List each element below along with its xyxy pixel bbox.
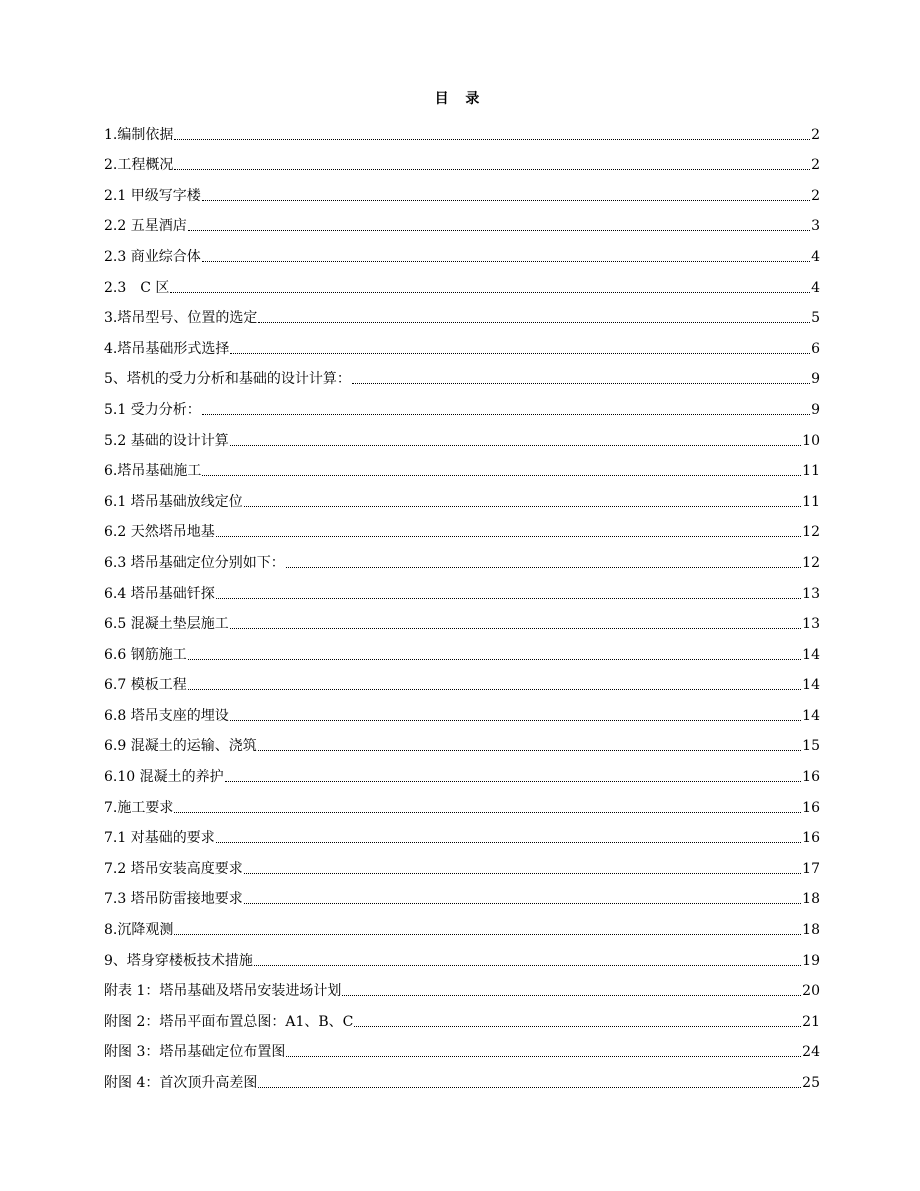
- toc-entry-label: 2.3 C 区: [104, 279, 170, 296]
- toc-entry[interactable]: [104, 1060, 820, 1091]
- toc-entry[interactable]: [104, 540, 820, 571]
- toc-dot-leader: [244, 872, 801, 874]
- toc-dot-leader: [174, 811, 801, 813]
- toc-entry[interactable]: [104, 265, 820, 296]
- toc-entry-label: 7.施工要求: [104, 799, 174, 816]
- toc-entry-page-number: 16: [802, 799, 820, 816]
- toc-entry-label: 6.6 钢筋施工: [104, 646, 187, 663]
- toc-dot-leader: [174, 168, 810, 170]
- toc-entry-page-number: 12: [802, 554, 820, 571]
- toc-entry[interactable]: [104, 907, 820, 938]
- toc-dot-leader: [342, 994, 801, 996]
- toc-entry-label: 7.1 对基础的要求: [104, 830, 215, 847]
- toc-entry[interactable]: [104, 877, 820, 908]
- toc-entry-page-number: 2: [811, 187, 820, 204]
- table-of-contents: [104, 112, 820, 1091]
- toc-dot-leader: [174, 138, 810, 140]
- toc-entry[interactable]: [104, 296, 820, 327]
- toc-dot-leader: [258, 321, 810, 323]
- toc-entry-page-number: 20: [802, 983, 820, 1000]
- toc-entry-page-number: 12: [802, 524, 820, 541]
- toc-entry[interactable]: [104, 938, 820, 969]
- toc-entry[interactable]: [104, 143, 820, 174]
- toc-entry-page-number: 5: [811, 310, 820, 327]
- toc-entry[interactable]: [104, 816, 820, 847]
- toc-dot-leader: [244, 902, 801, 904]
- toc-entry-label: 附图 4：首次顶升高差图: [104, 1075, 258, 1091]
- toc-entry-page-number: 11: [802, 493, 820, 510]
- toc-dot-leader: [216, 841, 801, 843]
- toc-entry-label: 3.塔吊型号、位置的选定: [104, 310, 258, 327]
- toc-entry-page-number: 14: [802, 677, 820, 694]
- toc-entry-page-number: 14: [802, 707, 820, 724]
- toc-dot-leader: [230, 627, 801, 629]
- toc-dot-leader: [174, 933, 801, 935]
- toc-entry[interactable]: [104, 112, 820, 143]
- toc-entry-page-number: 6: [811, 340, 820, 357]
- toc-entry-page-number: 18: [802, 891, 820, 908]
- toc-dot-leader: [225, 780, 802, 782]
- toc-entry[interactable]: [104, 234, 820, 265]
- toc-dot-leader: [188, 658, 801, 660]
- toc-entry-label: 2.3 商业综合体: [104, 248, 201, 265]
- toc-entry[interactable]: [104, 357, 820, 388]
- toc-entry-page-number: 13: [802, 585, 820, 602]
- toc-entry-page-number: 24: [802, 1044, 820, 1061]
- toc-entry-page-number: 18: [802, 922, 820, 939]
- toc-entry-label: 6.9 混凝土的运输、浇筑: [104, 738, 257, 755]
- toc-entry[interactable]: [104, 387, 820, 418]
- toc-entry[interactable]: [104, 1030, 820, 1061]
- toc-entry-label: 4.塔吊基础形式选择: [104, 340, 230, 357]
- toc-entry-page-number: 9: [811, 401, 820, 418]
- toc-entry-label: 附表 1：塔吊基础及塔吊安装进场计划: [104, 983, 342, 1000]
- toc-entry[interactable]: [104, 173, 820, 204]
- toc-entry-page-number: 9: [811, 371, 820, 388]
- toc-entry-label: 6.2 天然塔吊地基: [104, 524, 215, 541]
- toc-title: 目 录: [434, 91, 486, 107]
- toc-entry-label: 7.2 塔吊安装高度要求: [104, 860, 243, 877]
- toc-entry-label: 1.编制依据: [104, 126, 174, 143]
- toc-entry[interactable]: [104, 479, 820, 510]
- toc-entry-label: 6.塔吊基础施工: [104, 463, 202, 480]
- toc-dot-leader: [202, 474, 801, 476]
- toc-entry[interactable]: [104, 663, 820, 694]
- toc-entry-label: 9、塔身穿楼板技术措施: [104, 952, 253, 969]
- toc-dot-leader: [254, 964, 801, 966]
- toc-dot-leader: [286, 1055, 801, 1057]
- toc-entry-label: 2.工程概况: [104, 157, 174, 174]
- toc-dot-leader: [202, 413, 810, 415]
- toc-entry-page-number: 3: [811, 218, 820, 235]
- toc-entry-label: 6.1 塔吊基础放线定位: [104, 493, 243, 510]
- toc-entry[interactable]: [104, 969, 820, 1000]
- toc-entry[interactable]: [104, 204, 820, 235]
- toc-entry-page-number: 10: [802, 432, 820, 449]
- toc-entry-label: 6.10 混凝土的养护: [104, 769, 224, 786]
- toc-entry[interactable]: [104, 571, 820, 602]
- toc-entry-label: 6.4 塔吊基础钎探: [104, 585, 215, 602]
- toc-dot-leader: [230, 352, 810, 354]
- toc-entry[interactable]: [104, 510, 820, 541]
- toc-entry[interactable]: [104, 754, 820, 785]
- toc-entry-page-number: 19: [802, 952, 820, 969]
- toc-entry-page-number: 15: [802, 738, 820, 755]
- toc-entry-page-number: 25: [802, 1075, 820, 1091]
- toc-entry-label: 6.5 混凝土垫层施工: [104, 616, 229, 633]
- toc-entry-page-number: 4: [811, 279, 820, 296]
- toc-entry[interactable]: [104, 602, 820, 633]
- toc-dot-leader: [230, 444, 801, 446]
- toc-dot-leader: [202, 260, 810, 262]
- toc-dot-leader: [216, 597, 801, 599]
- toc-entry-page-number: 2: [811, 157, 820, 174]
- toc-entry[interactable]: [104, 632, 820, 663]
- toc-entry[interactable]: [104, 449, 820, 480]
- toc-entry-page-number: 2: [811, 126, 820, 143]
- toc-entry-label: 5.1 受力分析：: [104, 401, 201, 418]
- toc-entry-page-number: 14: [802, 646, 820, 663]
- toc-entry[interactable]: [104, 326, 820, 357]
- toc-entry-label: 附图 2：塔吊平面布置总图：A1、B、C: [104, 1013, 354, 1030]
- toc-entry-label: 6.7 模板工程: [104, 677, 187, 694]
- toc-dot-leader: [216, 535, 801, 537]
- toc-entry-label: 6.8 塔吊支座的埋设: [104, 707, 229, 724]
- toc-dot-leader: [258, 1086, 801, 1088]
- toc-entry-label: 2.1 甲级写字楼: [104, 187, 201, 204]
- toc-dot-leader: [170, 291, 810, 293]
- toc-entry-page-number: 21: [802, 1013, 820, 1030]
- toc-entry-label: 6.3 塔吊基础定位分别如下：: [104, 554, 285, 571]
- toc-entry[interactable]: [104, 785, 820, 816]
- toc-entry-label: 附图 3：塔吊基础定位布置图: [104, 1044, 286, 1061]
- toc-entry[interactable]: [104, 846, 820, 877]
- toc-entry-page-number: 16: [802, 830, 820, 847]
- toc-entry[interactable]: [104, 999, 820, 1030]
- toc-dot-leader: [258, 749, 801, 751]
- toc-dot-leader: [230, 719, 801, 721]
- toc-entry[interactable]: [104, 418, 820, 449]
- toc-dot-leader: [244, 505, 801, 507]
- toc-dot-leader: [188, 688, 801, 690]
- toc-entry-page-number: 13: [802, 616, 820, 633]
- toc-dot-leader: [352, 382, 810, 384]
- toc-dot-leader: [354, 1025, 801, 1027]
- toc-entry-page-number: 16: [802, 769, 820, 786]
- toc-entry[interactable]: [104, 693, 820, 724]
- toc-entry-page-number: 17: [802, 860, 820, 877]
- toc-entry-label: 2.2 五星酒店: [104, 218, 187, 235]
- toc-entry-label: 8.沉降观测: [104, 922, 174, 939]
- toc-entry-page-number: 11: [802, 463, 820, 480]
- toc-dot-leader: [286, 566, 801, 568]
- toc-dot-leader: [202, 199, 810, 201]
- toc-dot-leader: [188, 229, 810, 231]
- toc-entry-label: 5.2 基础的设计计算: [104, 432, 229, 449]
- toc-entry-label: 5、塔机的受力分析和基础的设计计算：: [104, 371, 351, 388]
- toc-entry-page-number: 4: [811, 248, 820, 265]
- toc-entry[interactable]: [104, 724, 820, 755]
- toc-entry-label: 7.3 塔吊防雷接地要求: [104, 891, 243, 908]
